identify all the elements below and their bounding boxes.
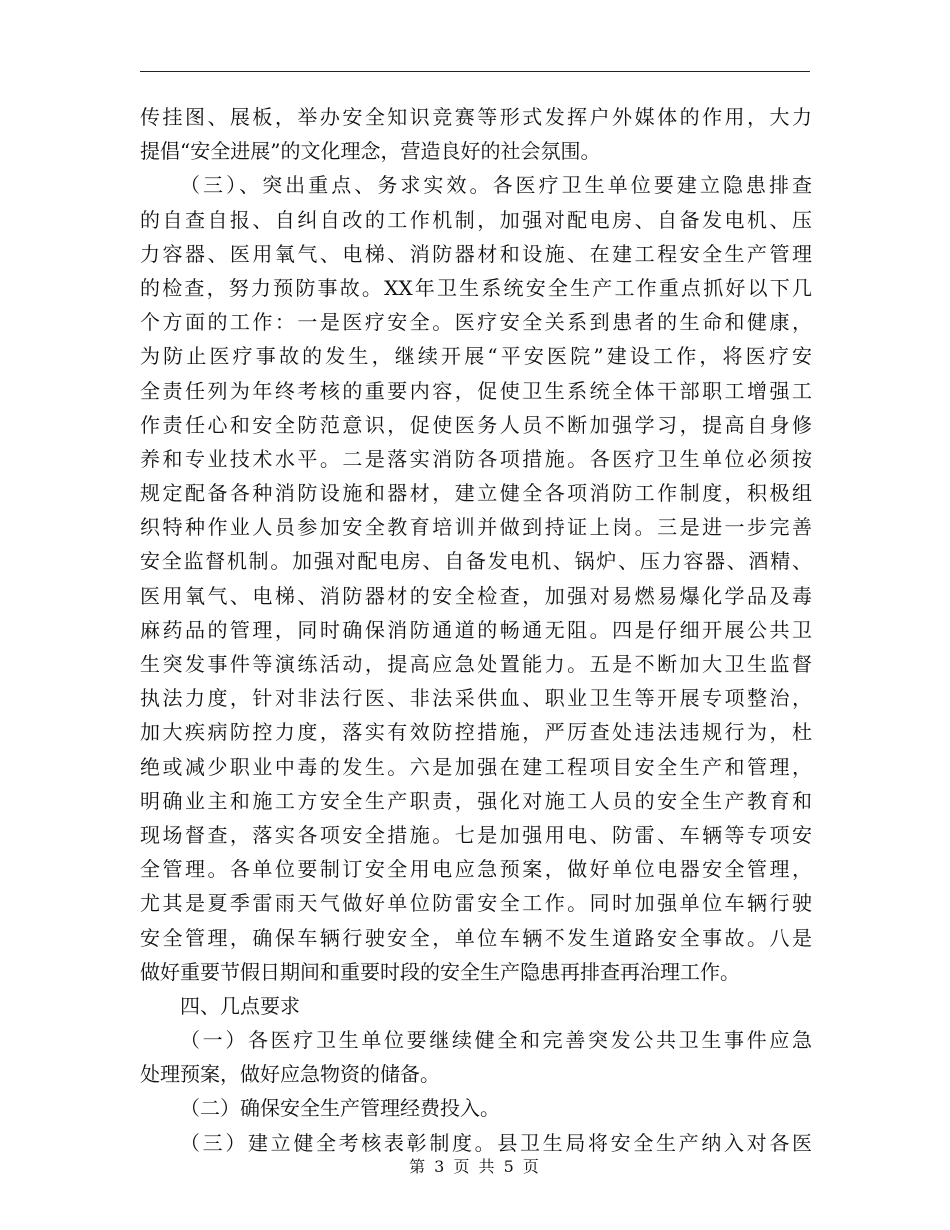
- text-line: 全责任列为年终考核的重要内容，促使卫生系统全体干部职工增强工: [140, 378, 812, 403]
- text-line: 提倡“安全进展”的文化理念，营造良好的社会氛围。: [140, 139, 601, 164]
- text-line: 尤其是夏季雷雨天气做好单位防雷安全工作。同时加强单位车辆行驶: [140, 891, 812, 916]
- text-line: 织特种作业人员参加安全教育培训并做到持证上岗。三是进一步完善: [140, 515, 812, 540]
- text-line: 作责任心和安全防范意识，促使医务人员不断加强学习，提高自身修: [140, 412, 812, 437]
- text-line: 做好重要节假日期间和重要时段的安全生产隐患再排查再治理工作。: [140, 959, 740, 984]
- header-rule: [140, 71, 810, 72]
- text-line: 安全管理，确保车辆行驶安全，单位车辆不发生道路安全事故。八是: [140, 925, 812, 950]
- text-line: 四、几点要求: [180, 993, 300, 1018]
- text-line: 个方面的工作：一是医疗安全。医疗安全关系到患者的生命和健康，: [140, 310, 812, 335]
- text-line: 明确业主和施工方安全生产职责，强化对施工人员的安全生产教育和: [140, 788, 812, 813]
- text-line: 麻药品的管理，同时确保消防通道的畅通无阻。四是仔细开展公共卫: [140, 617, 812, 642]
- text-line: 规定配备各种消防设施和器材，建立健全各项消防工作制度，积极组: [140, 481, 812, 506]
- text-line: 执法力度，针对非法行医、非法采供血、职业卫生等开展专项整治，: [140, 686, 812, 711]
- text-line: 绝或减少职业中毒的发生。六是加强在建工程项目安全生产和管理，: [140, 754, 812, 779]
- text-line: （一）各医疗卫生单位要继续健全和完善突发公共卫生事件应急: [180, 1028, 812, 1053]
- text-line: 养和专业技术水平。二是落实消防各项措施。各医疗卫生单位必须按: [140, 446, 812, 471]
- text-line: 安全监督机制。加强对配电房、自备发电机、锅炉、压力容器、酒精、: [140, 549, 812, 574]
- text-line: 全管理。各单位要制订安全用电应急预案，做好单位电器安全管理，: [140, 857, 812, 882]
- text-line: 加大疾病防控力度，落实有效防控措施，严厉查处违法违规行为，杜: [140, 720, 812, 745]
- text-line: （三）建立健全考核表彰制度。县卫生局将安全生产纳入对各医: [180, 1130, 812, 1155]
- text-line: 为防止医疗事故的发生，继续开展“平安医院”建设工作，将医疗安: [140, 344, 812, 369]
- text-line: 现场督查，落实各项安全措施。七是加强用电、防雷、车辆等专项安: [140, 822, 812, 847]
- text-line: 的自查自报、自纠自改的工作机制，加强对配电房、自备发电机、压: [140, 207, 812, 232]
- text-line: 力容器、医用氧气、电梯、消防器材和设施、在建工程安全生产管理: [140, 241, 812, 266]
- text-line: 生突发事件等演练活动，提高应急处置能力。五是不断加大卫生监督: [140, 652, 812, 676]
- text-line: （三）、突出重点、务求实效。各医疗卫生单位要建立隐患排查: [180, 173, 812, 198]
- text-line: 医用氧气、电梯、消防器材的安全检查，加强对易燃易爆化学品及毒: [140, 583, 812, 608]
- page-footer: 第 3 页 共 5 页: [409, 1157, 541, 1176]
- text-line: 传挂图、展板，举办安全知识竞赛等形式发挥户外媒体的作用，大力: [140, 105, 812, 129]
- text-line: 处理预案，做好应急物资的储备。: [140, 1062, 440, 1087]
- text-line: 的检查，努力预防事故。XX年卫生系统安全生产工作重点抓好以下几: [140, 275, 812, 300]
- text-line: （二）确保安全生产管理经费投入。: [180, 1096, 500, 1121]
- document-body: [140, 100, 812, 1160]
